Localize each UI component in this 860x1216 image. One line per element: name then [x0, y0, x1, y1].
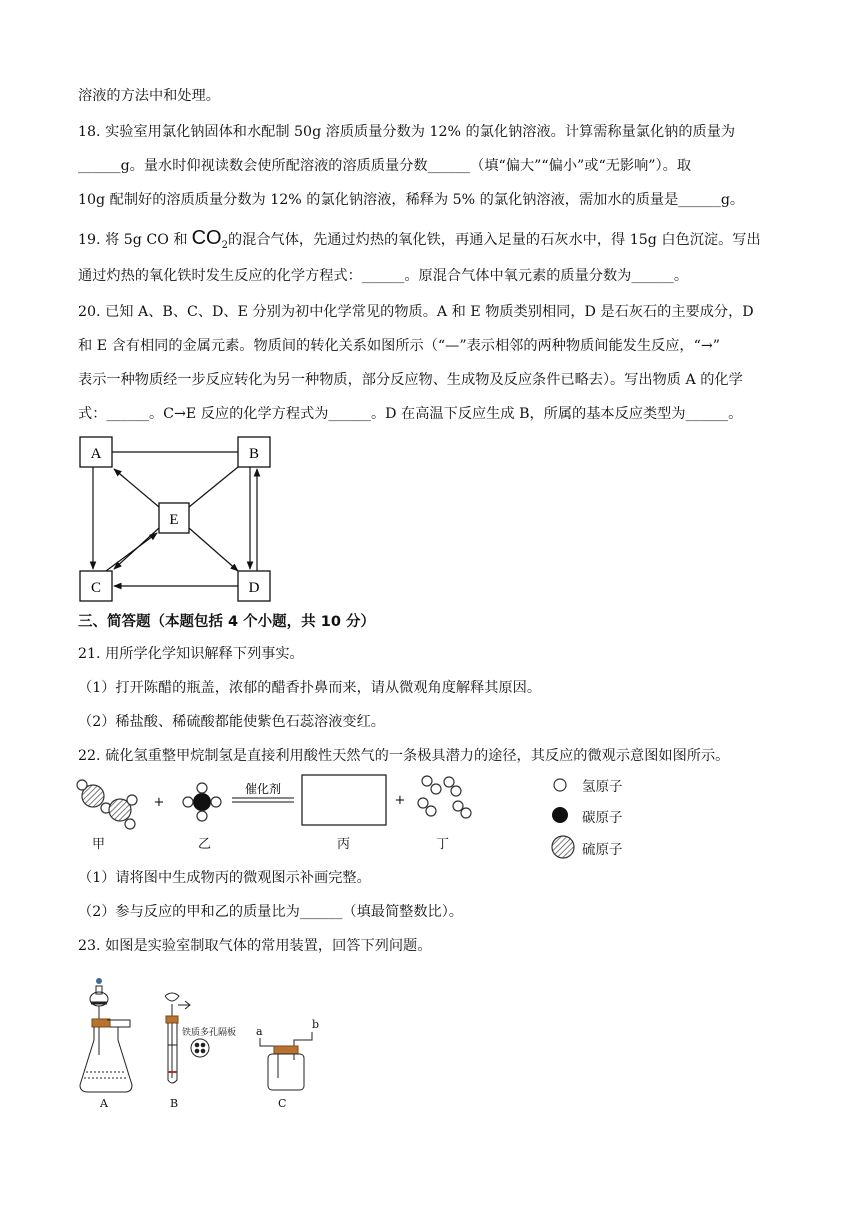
- label-yi: 乙: [198, 837, 212, 852]
- question-20-line-2: 和 E 含有相同的金属元素。物质间的转化关系如图所示（“—”表示相邻的两种物质间能发生反应，“→”: [78, 338, 720, 354]
- question-22: 22. 硫化氢重整甲烷制氢是直接利用酸性天然气的一条极具潜力的途径，其反应的微观示意图如图所示。: [78, 748, 730, 764]
- label-ding: 丁: [436, 837, 450, 852]
- question-22-1: （1）请将图中生成物丙的微观图示补画完整。: [78, 870, 371, 886]
- q19-suffix: 的混合气体，先通过灼热的氧化铁，再通入足量的石灰水中，得 15g 白色沉淀。写出: [227, 232, 761, 248]
- question-20-line-4: 式：______。C→E 反应的化学方程式为______。D 在高温下反应生成 B，所属的基本反应类型为______。: [78, 406, 743, 422]
- porous-plate-label: 铁质多孔隔板: [182, 1028, 237, 1038]
- edge-c-e: [106, 533, 157, 571]
- edge-e-a: [114, 469, 159, 507]
- node-a-label: A: [90, 446, 102, 462]
- node-e-label: E: [169, 512, 179, 528]
- apparatus-a: [80, 978, 132, 1092]
- question-18-line-2: ______g。量水时仰视读数会使所配溶液的溶质质量分数______（填“偏大”“偏小”或“无影响”）。取: [78, 158, 692, 174]
- question-21-2: （2）稀盐酸、稀硫酸都能使紫色石蕊溶液变红。: [78, 714, 385, 730]
- text-line: 溶液的方法中和处理。: [78, 88, 220, 104]
- question-22-2: （2）参与反应的甲和乙的质量比为______（填最简整数比）。: [78, 904, 463, 920]
- port-b-label: b: [312, 1018, 320, 1031]
- q19-prefix: 19. 将 5g CO 和: [78, 232, 188, 248]
- node-b-label: B: [248, 446, 260, 462]
- co2-formula: CO: [191, 227, 222, 249]
- plus-sign-1: +: [153, 795, 165, 810]
- section-3-title: 三、简答题（本题包括 4 个小题，共 10 分）: [78, 614, 375, 630]
- node-d-label: D: [248, 580, 260, 596]
- edge-e-b: [189, 467, 238, 507]
- sulfur-legend-icon: [552, 836, 574, 858]
- label-bing: 丙: [337, 837, 351, 852]
- label-jia: 甲: [92, 837, 106, 852]
- apparatus-b-label: B: [170, 1097, 179, 1110]
- question-21-1: （1）打开陈醋的瓶盖，浓郁的醋香扑鼻而来，请从微观角度解释其原因。: [78, 680, 542, 696]
- question-23: 23. 如图是实验室制取气体的常用装置，回答下列问题。: [78, 938, 432, 954]
- apparatus-c: [260, 1032, 312, 1090]
- question-18-line-3: 10g 配制好的溶质质量分数为 12% 的氯化钠溶液，稀释为 5% 的氯化钠溶液，需加水的质量是______g。: [78, 192, 745, 208]
- legend-sulfur: 硫原子: [582, 842, 623, 858]
- product-bing-box: [302, 775, 386, 825]
- co2-subscript: 2: [221, 239, 228, 251]
- question-20-line-3: 表示一种物质经一步反应转化为另一种物质，部分反应物、生成物及反应条件已略去）。写出物质 A 的化学: [78, 372, 743, 388]
- reactant-yi: [183, 783, 221, 821]
- port-a-label: a: [256, 1025, 263, 1038]
- legend-hydrogen: 氢原子: [582, 779, 623, 795]
- product-ding: [418, 776, 471, 818]
- question-21: 21. 用所学化学知识解释下列事实。: [78, 646, 304, 662]
- question-18-line-1: 18. 实验室用氯化钠固体和水配制 50g 溶质质量分数为 12% 的氯化钠溶液。计算需称量氯化钠的质量为: [78, 124, 736, 140]
- edge-e-d: [189, 528, 238, 571]
- apparatus-b: [165, 993, 209, 1083]
- legend-carbon: 碳原子: [582, 810, 623, 826]
- catalyst-label: 催化剂: [244, 782, 282, 796]
- question-20-line-1: 20. 已知 A、B、C、D、E 分别为初中化学常见的物质。A 和 E 物质类别相同，D 是石灰石的主要成分，D: [78, 304, 754, 320]
- node-c-label: C: [90, 580, 102, 596]
- apparatus-c-label: C: [278, 1097, 287, 1110]
- carbon-legend-icon: [552, 807, 568, 823]
- apparatus-a-label: A: [100, 1097, 108, 1110]
- reactant-jia: [77, 780, 137, 829]
- question-19-line-2: 通过灼热的氧化铁时发生反应的化学方程式：______。原混合气体中氧元素的质量分数为______。: [78, 268, 689, 284]
- hydrogen-legend-icon: [554, 779, 566, 791]
- plus-sign-2: +: [394, 793, 406, 808]
